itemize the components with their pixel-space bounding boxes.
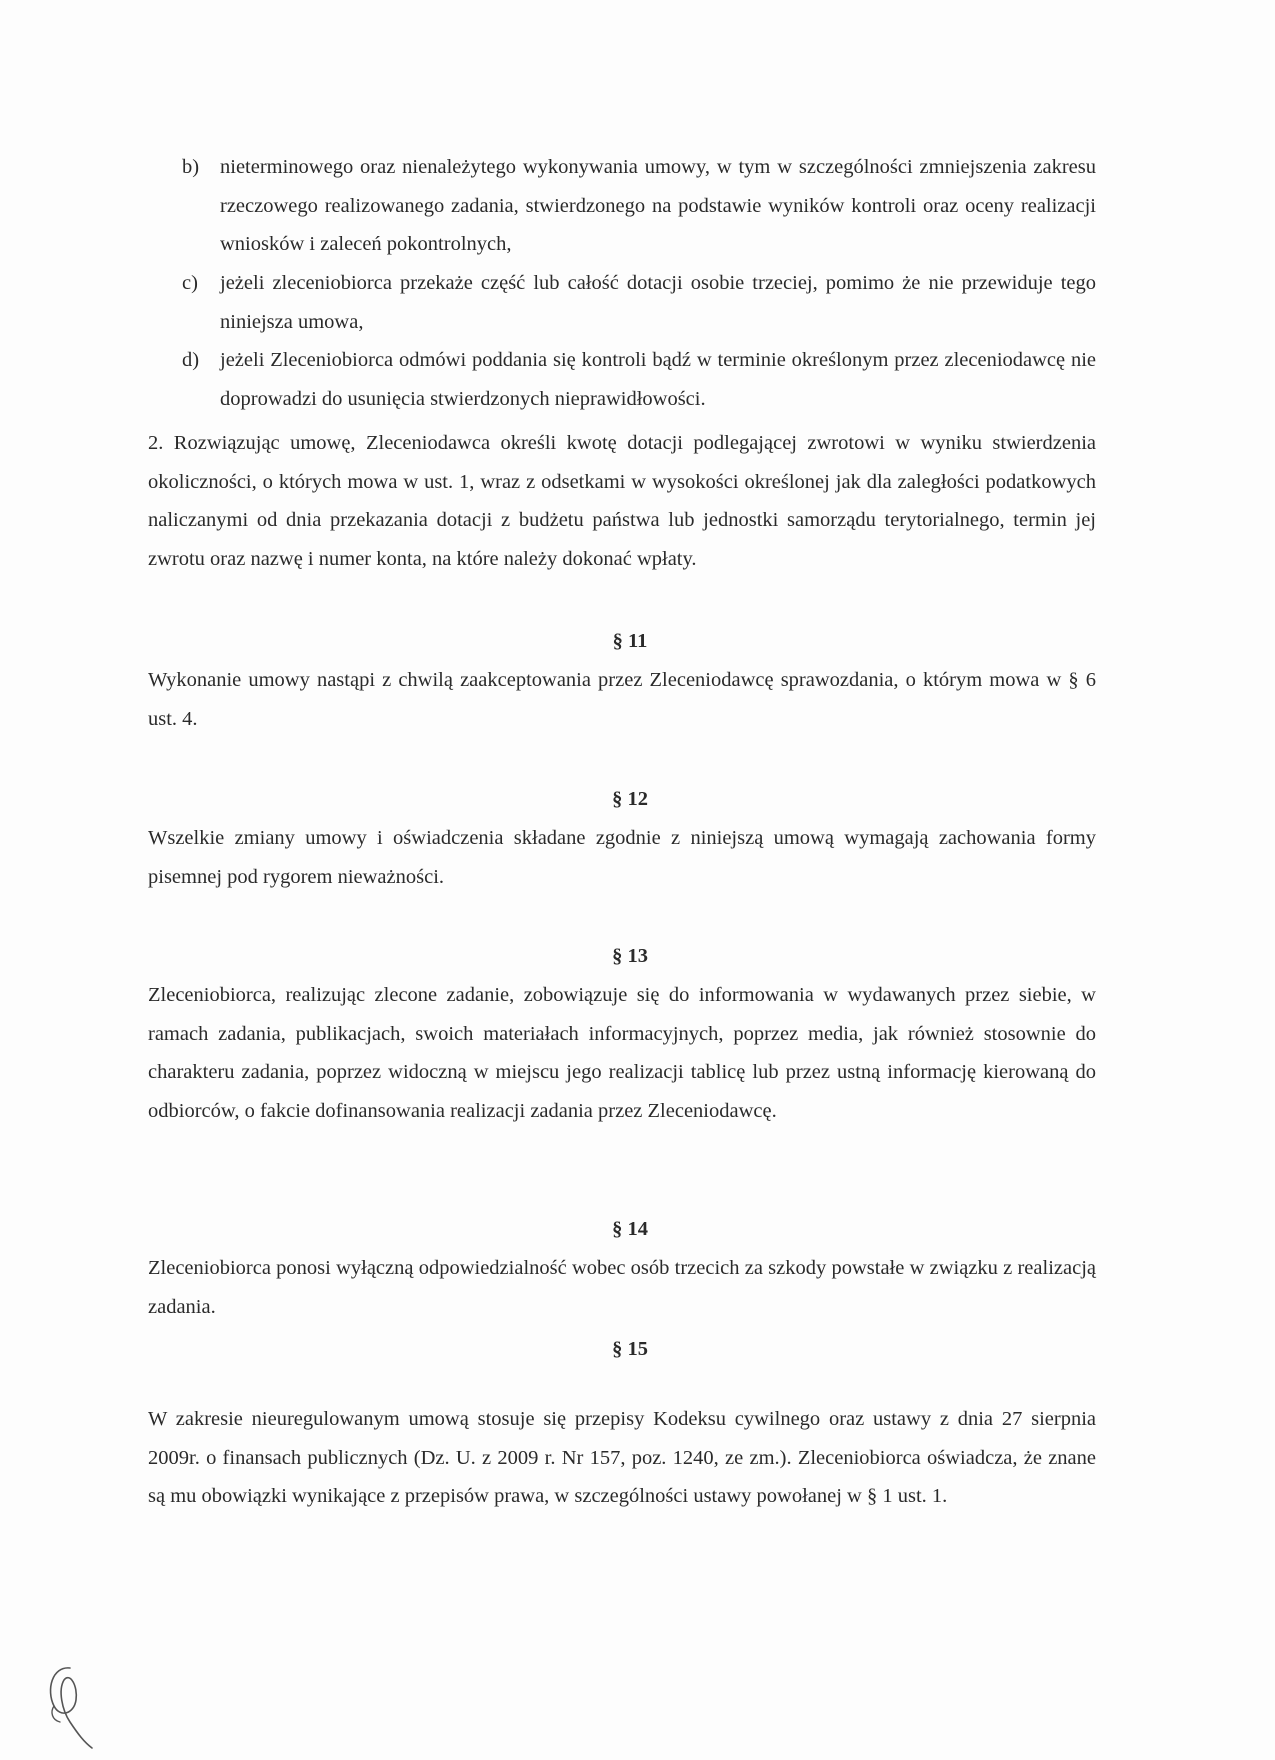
section-text-14: Zleceniobiorca ponosi wyłączną odpowiedzialność wobec osób trzecich za szkody powstałe w związku z realizacją zadania. bbox=[148, 1257, 1096, 1318]
section-text-13: Zleceniobiorca, realizując zlecone zadanie, zobowiązuje się do informowania w wydawanych przez siebie, w ramach zadania, publikacjach, swoich materiałach informacyjnych, poprzez media, jak również stosownie do charakteru zadania, poprzez widoczną w miejscu jego realizacji tablicę lub przez ustną informację kierowaną do odbiorców, o fakcie dofinansowania realizacji zadania przez Zleceniodawcę. bbox=[148, 984, 1096, 1122]
section-heading-15: § 15 bbox=[612, 1338, 648, 1360]
section-heading-13: § 13 bbox=[612, 945, 648, 967]
list-item-d: jeżeli Zleceniobiorca odmówi poddania się kontroli bądź w terminie określonym przez zleceniodawcę nie doprowadzi do usunięcia stwierdzonych nieprawidłowości. bbox=[220, 349, 1096, 410]
list-item-c: jeżeli zleceniobiorca przekaże część lub całość dotacji osobie trzeciej, pomimo że nie przewiduje tego niniejsza umowa, bbox=[220, 272, 1096, 333]
section-text-15: W zakresie nieuregulowanym umową stosuje się przepisy Kodeksu cywilnego oraz ustawy z dnia 27 sierpnia 2009r. o finansach publicznych (Dz. U. z 2009 r. Nr 157, poz. 1240, ze zm.). Zleceniobiorca oświadcza, że znane są mu obowiązki wynikające z przepisów prawa, w szczególności ustawy powołanej w § 1 ust. 1. bbox=[148, 1408, 1096, 1507]
section-heading-11: § 11 bbox=[612, 630, 648, 652]
handwritten-initial-icon bbox=[40, 1650, 100, 1750]
paragraph-point-2: 2. Rozwiązując umowę, Zleceniodawca określi kwotę dotacji podlegającej zwrotowi w wyniku stwierdzenia okoliczności, o których mowa w ust. 1, wraz z odsetkami w wysokości określonej jak dla zaległości podatkowych naliczanymi od dnia przekazania dotacji z budżetu państwa lub jednostki samorządu terytorialnego, termin jej zwrotu oraz nazwę i numer konta, na które należy dokonać wpłaty. bbox=[148, 432, 1096, 570]
section-text-11: Wykonanie umowy nastąpi z chwilą zaakceptowania przez Zleceniodawcę sprawozdania, o którym mowa w § 6 ust. 4. bbox=[148, 669, 1096, 730]
list-marker-b: b) bbox=[182, 156, 200, 178]
list-marker-c: c) bbox=[182, 272, 198, 294]
section-heading-14: § 14 bbox=[612, 1218, 648, 1240]
section-text-12: Wszelkie zmiany umowy i oświadczenia składane zgodnie z niniejszą umową wymagają zachowania formy pisemnej pod rygorem nieważności. bbox=[148, 827, 1096, 888]
section-heading-12: § 12 bbox=[612, 788, 648, 810]
list-marker-d: d) bbox=[182, 349, 200, 371]
list-item-b: nieterminowego oraz nienależytego wykonywania umowy, w tym w szczególności zmniejszenia zakresu rzeczowego realizowanego zadania, stwierdzonego na podstawie wyników kontroli oraz oceny realizacji wniosków i zaleceń pokontrolnych, bbox=[220, 156, 1096, 255]
